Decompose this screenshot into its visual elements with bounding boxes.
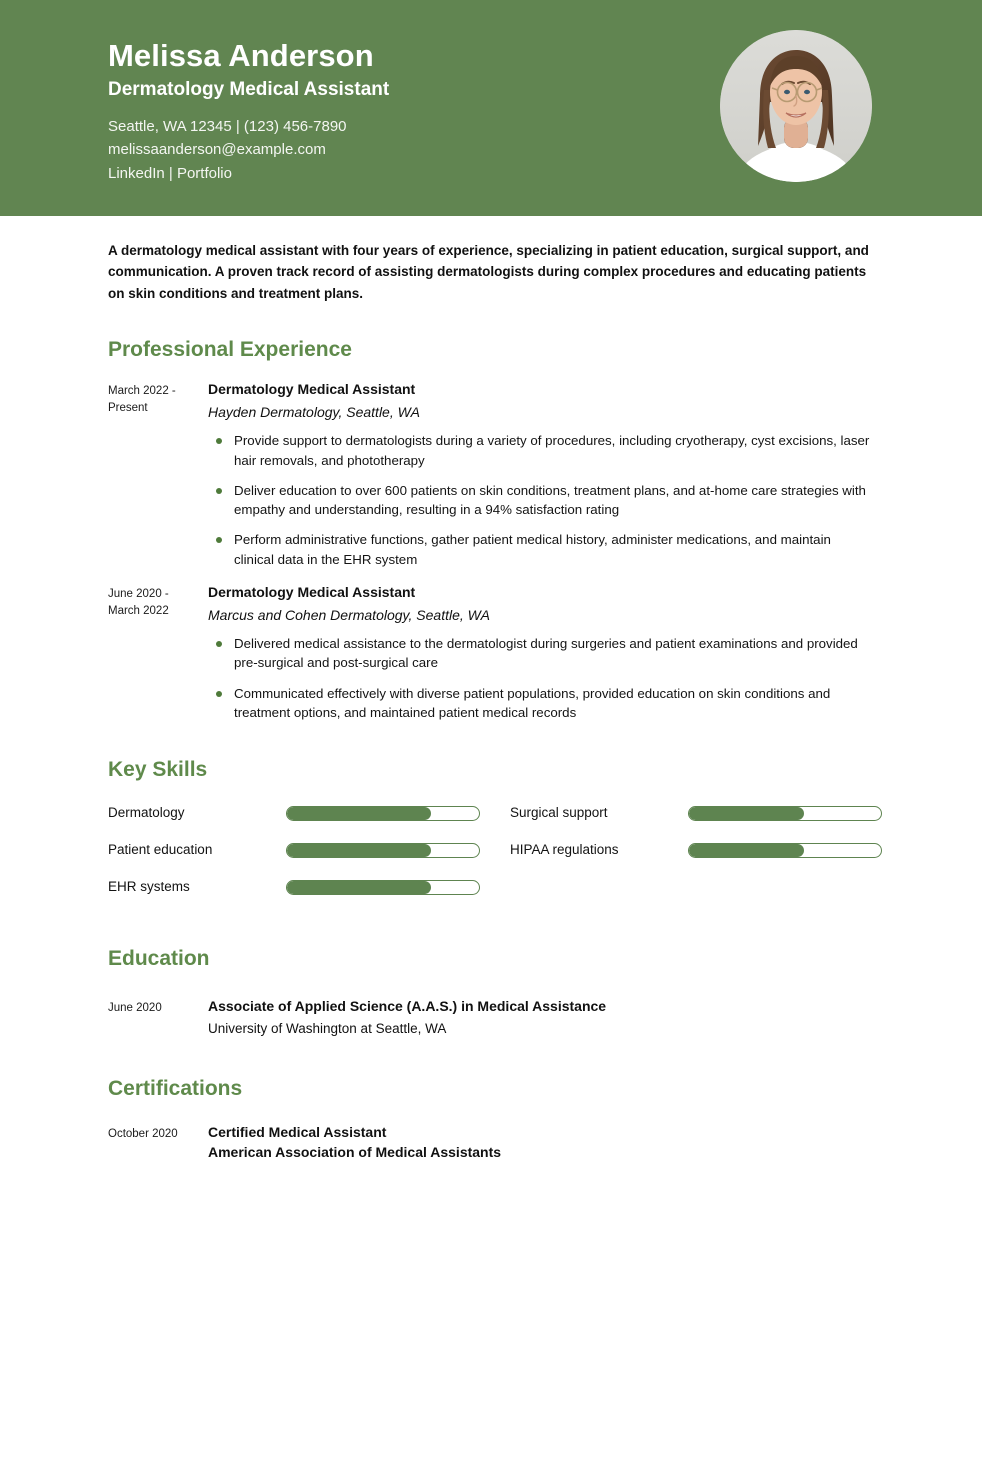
education-date: June 2020 [108,1002,162,1015]
education-details [208,997,874,1038]
experience-organization: Marcus and Cohen Dermatology, Seattle, WA [208,606,490,623]
skills-column-left [108,800,480,911]
skills-grid [108,800,874,911]
experience-role: Dermatology Medical Assistant [208,381,416,398]
contact-email[interactable]: melissaanderson@example.com [108,141,326,159]
skill-row [510,800,882,826]
skill-level-bar [688,843,882,858]
skill-label: Patient education [108,842,213,858]
skill-level-fill [689,807,804,820]
skill-level-bar [286,843,480,858]
skill-level-fill [287,844,431,857]
skill-label: EHR systems [108,879,190,895]
certification-date: October 2020 [108,1127,178,1140]
experience-date: June 2020 - March 2022 [108,587,169,617]
section-title-education: Education [108,947,210,971]
professional-summary: A dermatology medical assistant with four years of experience, specializing in patient education, surgical support, and communication. A proven track record of assisting dermatologists during complex procedures and educating patients on skin conditions and treatment plans. [108,243,869,301]
skill-level-fill [287,807,431,820]
skill-level-bar [688,806,882,821]
contact-location-phone: Seattle, WA 12345 | (123) 456-7890 [108,118,347,136]
section-title-skills: Key Skills [108,758,208,782]
bullet-dot-icon [216,438,222,444]
skill-label: Surgical support [510,805,608,821]
skills-column-right [510,800,882,911]
bullet-dot-icon [216,488,222,494]
list-item [208,481,874,520]
list-item [208,431,874,470]
bullet-text: Deliver education to over 600 patients on skin conditions, treatment plans, and at-home care strategies with empathy and understanding, resulting in a 94% satisfaction rating [234,482,866,518]
bullet-dot-icon [216,641,222,647]
list-item [208,530,874,569]
bullet-text: Delivered medical assistance to the dermatologist during surgeries and patient examinations and provided pre-surgical and post-surgical care [234,636,858,671]
education-entry [108,997,874,1038]
experience-entry [108,380,874,569]
section-title-experience: Professional Experience [108,337,352,361]
education-school: University of Washington at Seattle, WA [208,1021,447,1037]
resume-body [0,240,982,1476]
skill-row [108,800,480,826]
bullet-text: Provide support to dermatologists during a variety of procedures, including cryotherapy, cyst excisions, laser hair removals, and phototherapy [234,433,870,468]
skill-label: Dermatology [108,805,185,821]
list-item [208,634,874,673]
certification-issuer: American Association of Medical Assistants [208,1143,502,1160]
section-key-skills [108,758,874,911]
experience-details [208,380,874,569]
avatar [720,30,872,182]
portrait-photo-icon [720,30,872,182]
experience-organization: Hayden Dermatology, Seattle, WA [208,404,420,420]
certification-details [208,1123,874,1162]
experience-details [208,583,874,722]
bullet-text: Communicated effectively with diverse patient populations, provided education on skin conditions and treatment options, and maintained patient medical records [234,685,831,720]
candidate-job-title: Dermatology Medical Assistant [108,78,390,100]
skill-level-bar [286,806,480,821]
skill-row [108,874,480,900]
skill-level-fill [689,844,804,857]
section-certifications [108,1077,874,1162]
education-degree: Associate of Applied Science (A.A.S.) in Medical Assistance [208,998,607,1015]
experience-date: March 2022 - Present [108,385,176,414]
skill-row [108,837,480,863]
section-education [108,947,874,1039]
candidate-name: Melissa Anderson [108,38,374,73]
list-item [208,684,874,723]
bullet-text: Perform administrative functions, gather patient medical history, administer medications, and maintain clinical data in the EHR system [234,532,831,567]
resume-header [0,0,982,216]
certification-name: Certified Medical Assistant [208,1123,387,1140]
contact-links[interactable]: LinkedIn | Portfolio [108,164,232,182]
section-title-certifications: Certifications [108,1076,243,1100]
experience-role: Dermatology Medical Assistant [208,583,416,600]
skill-level-bar [286,880,480,895]
section-professional-experience [108,338,874,722]
skill-level-fill [287,881,431,894]
skill-label: HIPAA regulations [510,842,619,858]
experience-bullet-list [208,634,874,722]
experience-entry [108,583,874,722]
bullet-dot-icon [216,691,222,697]
skill-row [510,837,882,863]
bullet-dot-icon [216,537,222,543]
page-bottom-whitespace [108,1176,874,1476]
experience-bullet-list [208,431,874,569]
certification-entry [108,1123,874,1162]
header-text-block [108,38,668,185]
